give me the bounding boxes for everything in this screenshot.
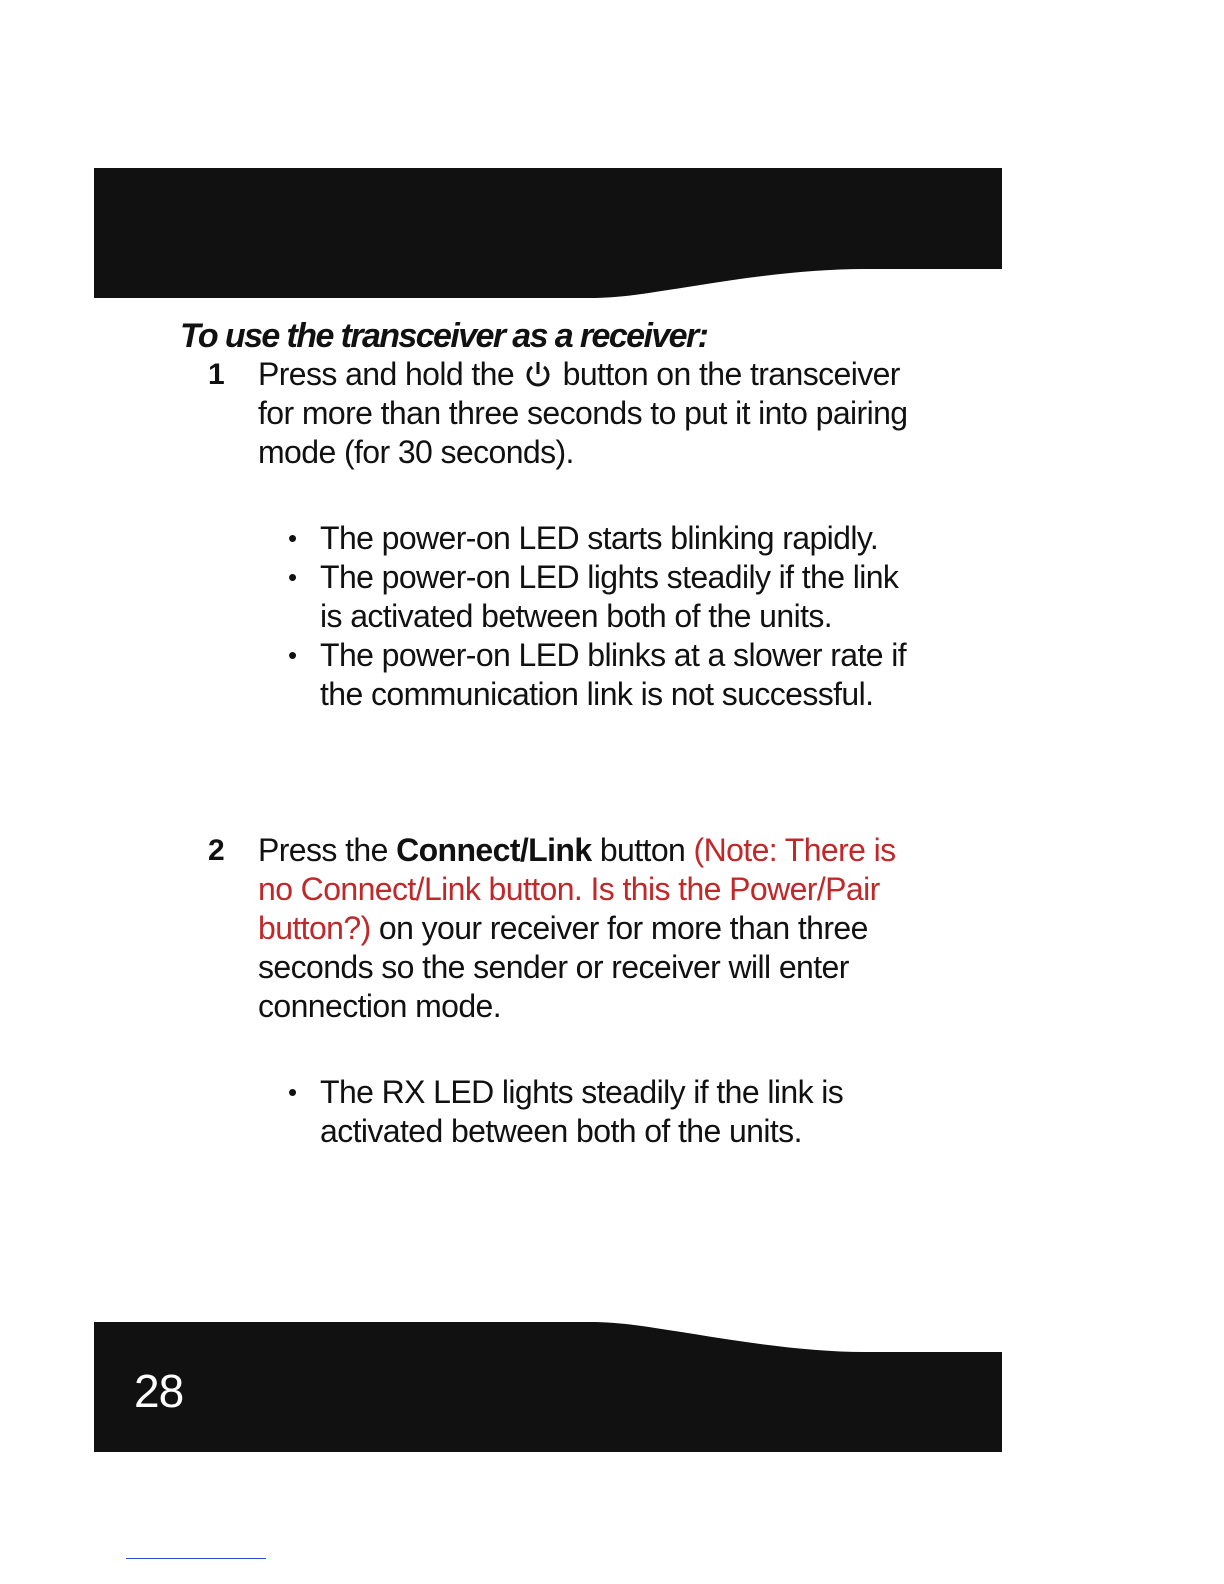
bullet-dot: •	[288, 523, 297, 553]
bullet-dot: •	[288, 562, 297, 592]
header-band	[94, 168, 1002, 299]
connect-link-button-name: Connect/Link	[396, 832, 592, 868]
step-1-text	[258, 355, 938, 472]
step-2-text-after-note: on your receiver for more than three seconds so the sender or receiver will enter connection mode.	[258, 910, 868, 1024]
step-2-bullet-list	[288, 1073, 928, 1151]
step-2-text	[258, 831, 938, 1026]
bullet-item	[288, 519, 928, 558]
section-heading: To use the transceiver as a receiver:	[180, 317, 708, 355]
step-number: 1	[208, 358, 225, 391]
power-icon	[524, 359, 552, 389]
bullet-dot: •	[288, 1077, 297, 1107]
editor-note: (Note: There is no Connect/Link button. Is this the Power/Pair button?)	[258, 832, 896, 946]
step-2-text-before-bold: Press the	[258, 832, 388, 868]
bullet-item	[288, 1073, 928, 1151]
step-2-text-after-bold: button	[599, 832, 686, 868]
bullet-text: The power-on LED starts blinking rapidly.	[320, 520, 879, 556]
footer-band	[94, 1322, 1002, 1452]
bullet-text: The RX LED lights steadily if the link is activated between both of the units.	[320, 1074, 844, 1149]
page-number: 28	[134, 1365, 184, 1417]
step-1-text-before-icon: Press and hold the	[258, 356, 515, 392]
bullet-item	[288, 558, 928, 636]
step-number: 2	[208, 834, 225, 867]
bullet-dot: •	[288, 640, 297, 670]
footnote-rule	[126, 1558, 266, 1559]
step-1-bullet-list	[288, 519, 928, 714]
bullet-text: The power-on LED lights steadily if the link is activated between both of the units.	[320, 559, 899, 634]
step-1-text-after-icon: button on the transceiver for more than three seconds to put it into pairing mode (for 30 seconds).	[258, 356, 908, 470]
bullet-item	[288, 636, 928, 714]
bullet-text: The power-on LED blinks at a slower rate if the communication link is not successful.	[320, 637, 907, 712]
